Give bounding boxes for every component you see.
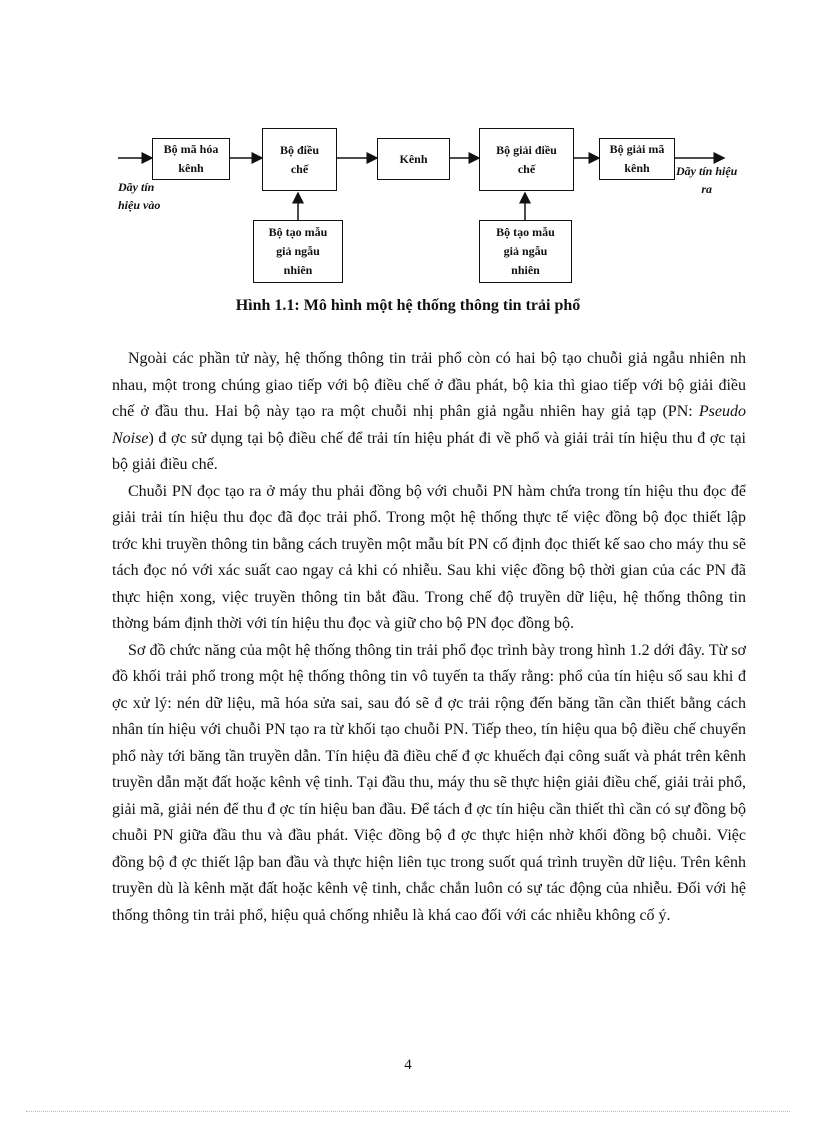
bottom-divider [26, 1111, 790, 1112]
paragraph-1 [112, 346, 746, 479]
channel-encoder-label: Bộ mã hóa kênh [163, 142, 219, 175]
input-signal-label: Dãy tín hiệu vào [118, 180, 161, 212]
paragraph-1-end: ) đ ợc sử dụng tại bộ điều chế để trải tín hiệu phát đi về phổ và giải trải tín hiệu thu đ ợc tại bộ giải điều chế. [112, 429, 746, 473]
pn-generator-rx-box [479, 220, 572, 283]
output-signal-label: Dãy tín hiệu ra [676, 164, 738, 196]
channel-decoder-box [599, 138, 675, 180]
modulator-label: Bộ điều chế [279, 142, 319, 176]
demodulator-box [479, 128, 574, 191]
channel-box [377, 138, 450, 180]
demodulator-label: Bộ giải điều chế [496, 142, 557, 176]
paragraph-1-start: Ngoài các phần tử này, hệ thống thông tin trải phổ còn có hai bộ tạo chuỗi giả ngẫu nhiên nh nhau, một trong chúng giao tiếp với bộ điều chế ở đầu phát, bộ kia thì giao tiếp với bộ giải điều chế ở đầu thu. Hai bộ này tạo ra một chuỗi nhị phân giả ngẫu nhiên hay giả tạp (PN: [112, 350, 746, 420]
pn-generator-tx-box [253, 220, 343, 283]
page-number: 4 [404, 1057, 412, 1073]
modulator-box [262, 128, 337, 191]
pseudo-noise-term: Pseudo Noise [112, 403, 746, 447]
figure-caption: Hình 1.1: Mô hình một hệ thống thông tin trải phổ [235, 297, 581, 314]
channel-label: Kênh [399, 151, 428, 166]
pn-generator-rx-label: Bộ tạo mẫu giả ngẫu nhiên [496, 225, 555, 277]
channel-encoder-box [152, 138, 230, 180]
pn-generator-tx-label: Bộ tạo mẫu giả ngẫu nhiên [268, 225, 328, 277]
block-diagram [112, 120, 762, 300]
body-text [112, 346, 746, 929]
channel-decoder-label: Bộ giải mã kênh [609, 142, 665, 175]
paragraph-3: Sơ đồ chức năng của một hệ thống thông tin trải phổ đọc trình bày trong hình 1.2 dới đây. Từ sơ đồ khối trải phổ trong một hệ thống thông tin vô tuyến ta thấy rằng: phổ của tín hiệu số sau khi đ ợc xử lý: nén dữ liệu, mã hóa sửa sai, sau đó sẽ đ ợc trải rộng đến băng tần cần thiết bằng cách nhân tín hiệu với chuỗi PN tạo ra từ khối tạo chuỗi PN. Tiếp theo, tín hiệu qua bộ điều chế chuyển phổ này tới băng tần truyền dẫn. Tín hiệu đã điều chế đ ợc khuếch đại công suất và phát trên kênh truyền dẫn mặt đất hoặc kênh vệ tinh. Tại đầu thu, máy thu sẽ thực hiện giải điều chế, giải trải phổ, giải mã, giải nén để thu đ ợc tín hiệu ban đầu. Để tách đ ợc tín hiệu cần thiết thì cần có sự đồng bộ chuỗi PN giữa đầu thu và đầu phát. Việc đồng bộ đ ợc thực hiện nhờ khối đồng bộ chuỗi. Việc đồng bộ đ ợc thiết lập ban đầu và thực hiện liên tục trong suốt quá trình truyền dữ liệu. Trên kênh truyền dù là kênh mặt đất hoặc kênh vệ tinh, chắc chắn luôn có sự tác động của nhiễu. Đối với hệ thống thông tin trải phổ, hiệu quả chống nhiễu là khá cao đối với các nhiễu không cố ý. [112, 641, 746, 924]
paragraph-2: Chuỗi PN đọc tạo ra ở máy thu phải đồng bộ với chuỗi PN hàm chứa trong tín hiệu thu đọc để giải trải tín hiệu thu đọc đã đọc trải phổ. Trong một hệ thống thực tế việc đồng bộ đọc thiết lập trớc khi truyền thông tin bằng cách truyền một mẫu bít PN cố định đọc thiết kế sao cho máy thu sẽ tách đọc nó với xác suất cao ngay cả khi có nhiễu. Sau khi việc đồng bộ thời gian của các PN đã thực hiện xong, việc truyền thông tin bắt đầu. Trong chế độ truyền dữ liệu, hệ thống thông tin thờng bám định thời với tín hiệu thu đọc và giữ cho bộ PN đọc đồng bộ. [112, 482, 746, 632]
